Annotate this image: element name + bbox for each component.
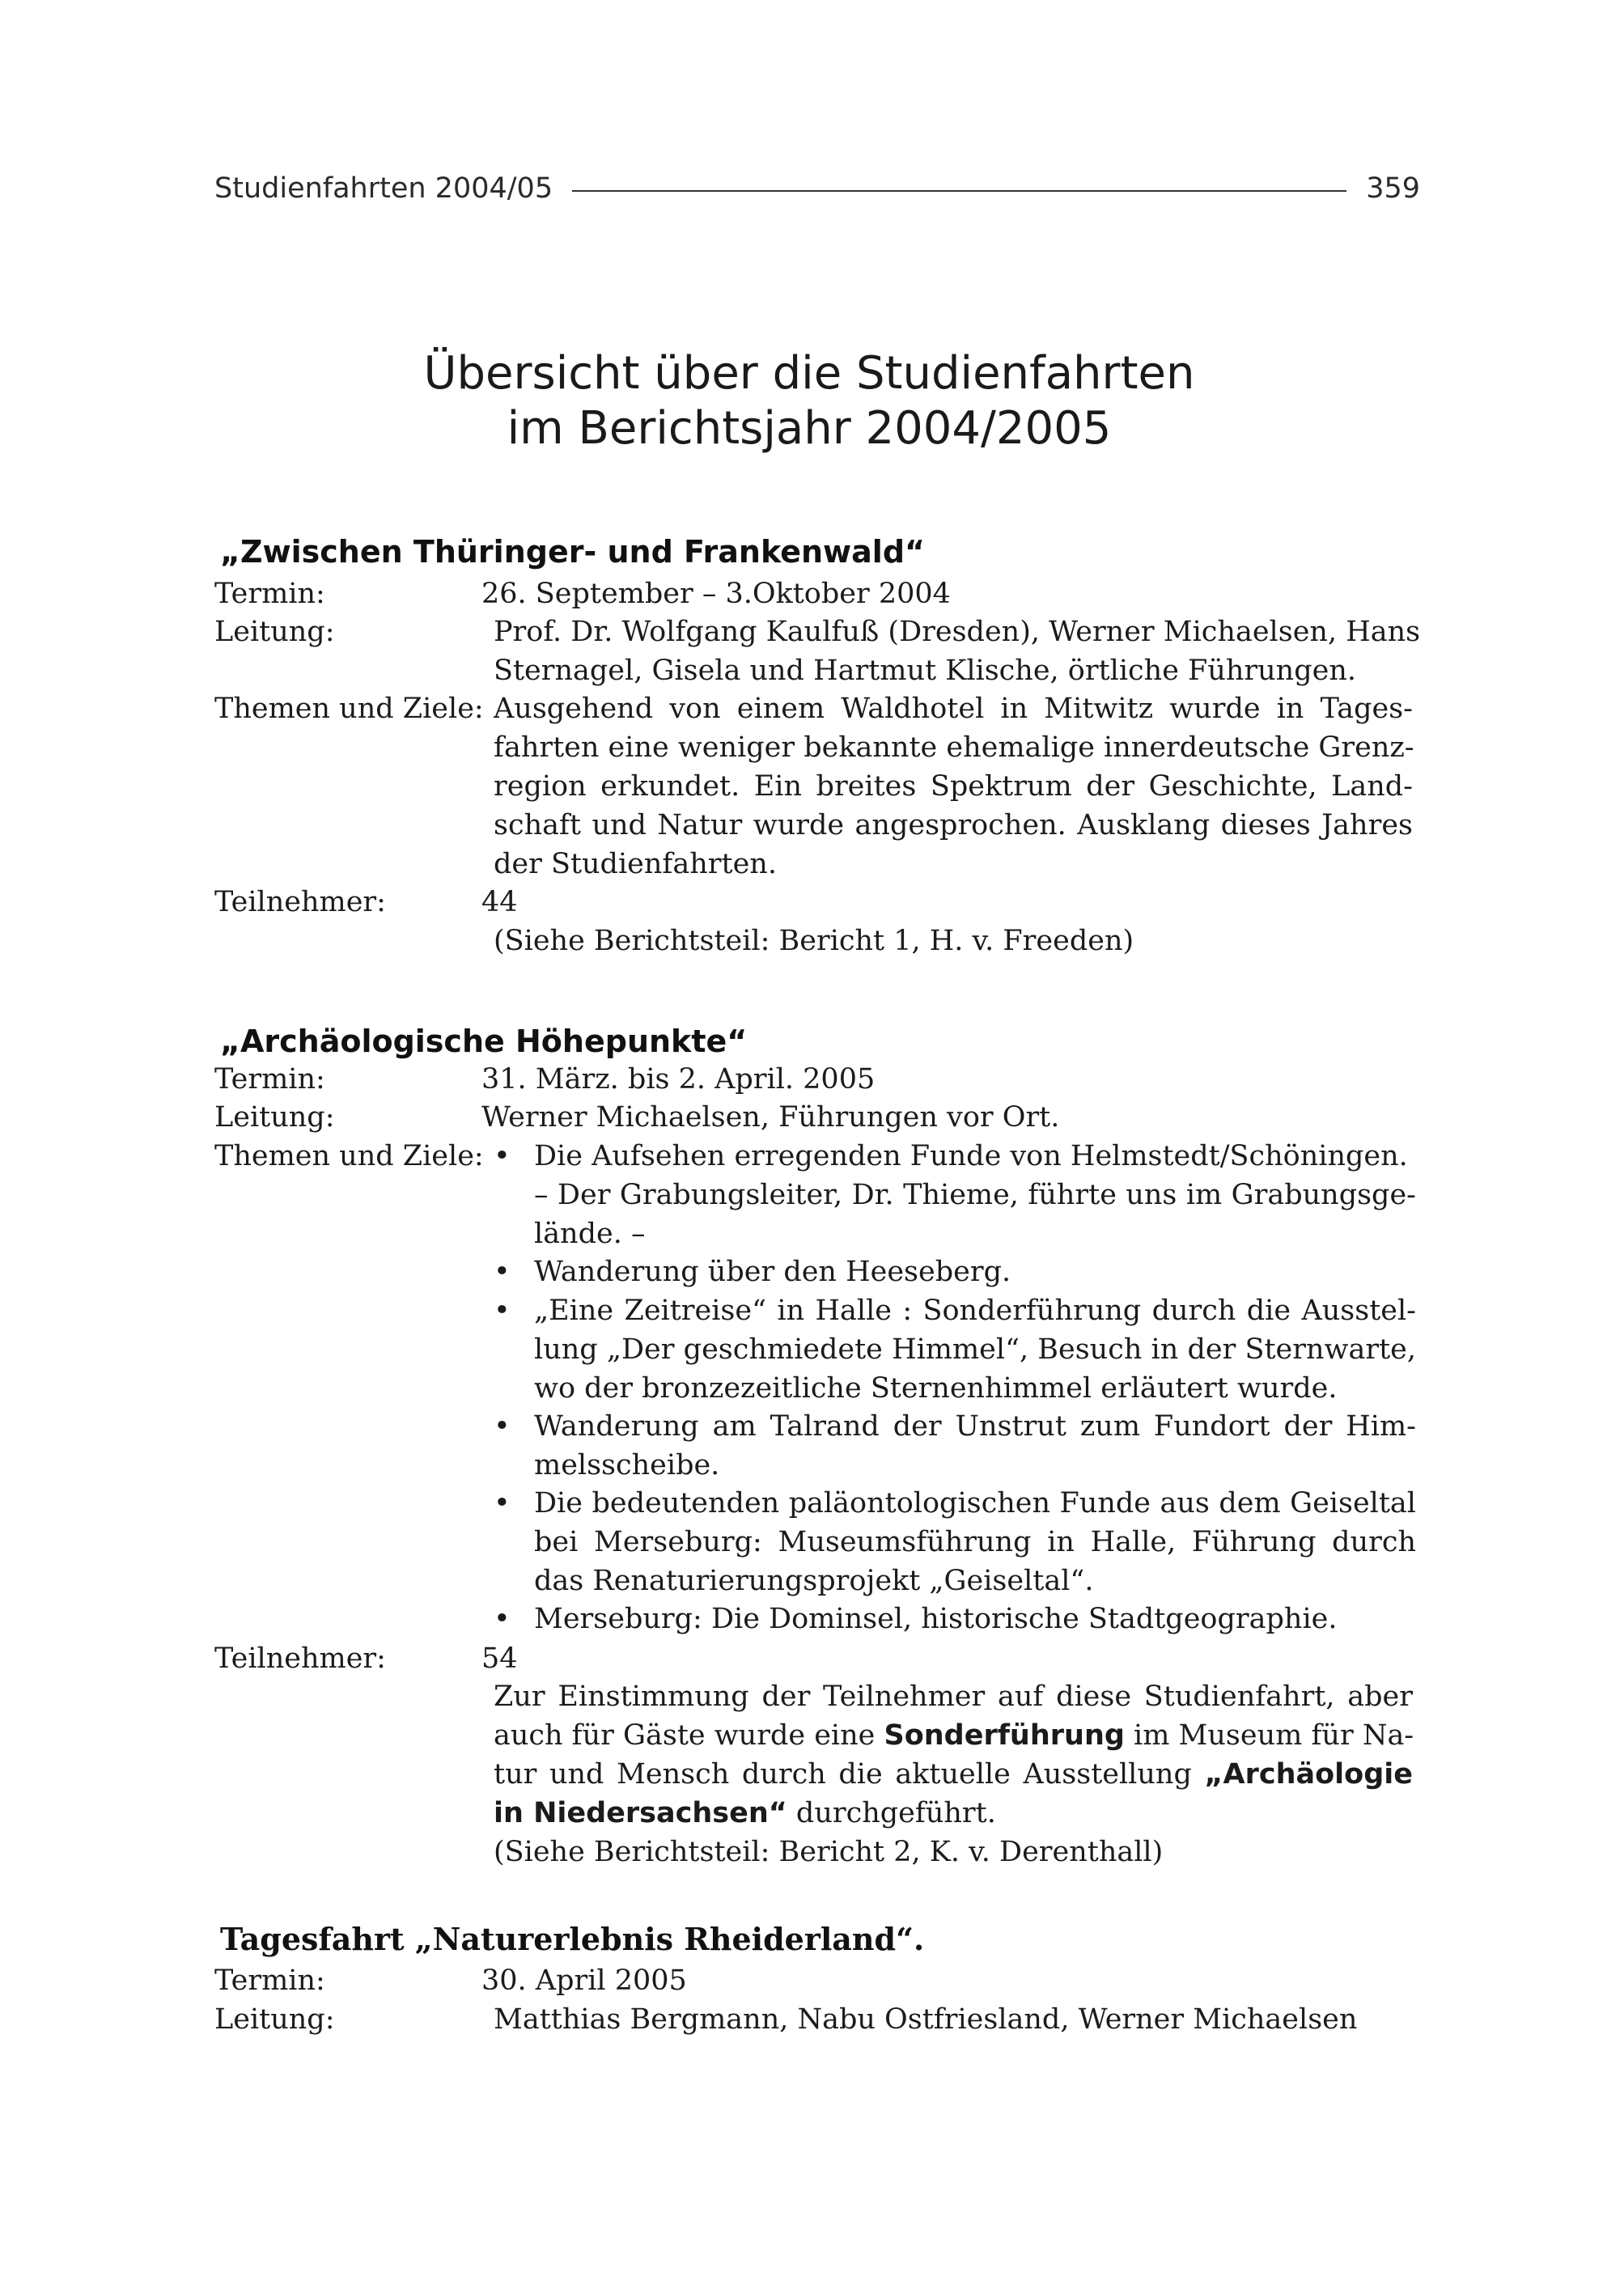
text-line: Sternagel, Gisela und Hartmut Klische, örtliche Führungen. — [494, 655, 1356, 687]
bold-text: Sonderführung — [884, 1719, 1125, 1752]
page-title-line-2: im Berichtsjahr 2004/2005 — [507, 402, 1112, 455]
termin-label: Termin: — [214, 1063, 325, 1096]
text-line: lände. – — [534, 1218, 646, 1250]
text-run: durchgeführt. — [787, 1797, 996, 1829]
page-number: 359 — [1366, 172, 1420, 205]
text-line: das Renaturierungsprojekt „Geiseltal“. — [534, 1565, 1094, 1597]
text-line: Wanderung am Talrand der Unstrut zum Fundort der Him- — [534, 1410, 1416, 1443]
leitung-label: Leitung: — [214, 2003, 335, 2036]
text-line: wo der bronzezeitliche Sternenhimmel erläutert wurde. — [534, 1372, 1338, 1405]
verweis-text: (Siehe Berichtsteil: Bericht 1, H. v. Freeden) — [494, 925, 1134, 957]
text-line: der Studienfahrten. — [494, 848, 777, 880]
text-line: melsscheibe. — [534, 1449, 720, 1481]
text-line: Die bedeutenden paläontologischen Funde aus dem Geiseltal — [534, 1487, 1416, 1519]
section-1-leitung-text — [494, 612, 1421, 690]
bullet-icon: • — [494, 1603, 511, 1635]
text-line — [494, 1755, 1413, 1794]
verweis-text: (Siehe Berichtsteil: Bericht 2, K. v. Derenthall) — [494, 1836, 1164, 1868]
text-run: tur und Mensch durch die aktuelle Ausstellung — [494, 1758, 1205, 1791]
section-1-title: „Zwischen Thüringer- und Frankenwald“ — [220, 534, 925, 570]
termin-label: Termin: — [214, 578, 325, 610]
bullet-icon: • — [494, 1487, 511, 1519]
section-1-themen-text — [494, 689, 1413, 884]
teilnehmer-value: 44 — [481, 886, 518, 918]
section-2-description — [494, 1677, 1413, 1871]
text-line: Zur Einstimmung der Teilnehmer auf diese Studienfahrt, aber — [494, 1681, 1413, 1713]
running-head — [214, 168, 1420, 209]
page-title-line-1: Übersicht über die Studienfahrten — [423, 347, 1195, 400]
section-1-verweis — [494, 922, 1413, 960]
text-line: Wanderung über den Heeseberg. — [534, 1256, 1011, 1288]
teilnehmer-label: Teilnehmer: — [214, 886, 386, 918]
text-line: lung „Der geschmiedete Himmel“, Besuch in der Sternwarte, — [534, 1333, 1416, 1366]
text-line: – Der Grabungsleiter, Dr. Thieme, führte uns im Grabungsge- — [534, 1179, 1416, 1211]
teilnehmer-label: Teilnehmer: — [214, 1642, 386, 1675]
text-line: Prof. Dr. Wolfgang Kaulfuß (Dresden), Werner Michaelsen, Hans — [494, 616, 1421, 648]
header-rule — [572, 190, 1346, 192]
leitung-label: Leitung: — [214, 1101, 335, 1134]
bold-text: „Archäologie — [1204, 1758, 1413, 1791]
text-line: schaft und Natur wurde angesprochen. Ausklang dieses Jahres — [494, 809, 1413, 841]
themen-label: Themen und Ziele: — [214, 693, 484, 725]
bullet-icon: • — [494, 1140, 511, 1172]
text-line: Merseburg: Die Dominsel, historische Stadtgeographie. — [534, 1603, 1338, 1635]
text-line: „Eine Zeitreise“ in Halle : Sonderführung durch die Ausstel- — [534, 1295, 1416, 1327]
page-title — [243, 346, 1376, 456]
text-run: auch für Gäste wurde eine — [494, 1719, 884, 1752]
section-2-title: „Archäologische Höhepunkte“ — [220, 1024, 748, 1059]
bold-text: in Niedersachsen“ — [494, 1797, 787, 1829]
running-head-title: Studienfahrten 2004/05 — [214, 172, 553, 205]
termin-value: 26. September – 3.Oktober 2004 — [481, 578, 951, 610]
text-line: Ausgehend von einem Waldhotel in Mitwitz wurde in Tages- — [494, 693, 1413, 725]
text-line — [494, 1716, 1413, 1755]
section-3-title: Tagesfahrt „Naturerlebnis Rheiderland“. — [220, 1921, 925, 1957]
leitung-label: Leitung: — [214, 616, 335, 648]
bullet-icon: • — [494, 1410, 511, 1443]
termin-value: 30. April 2005 — [481, 1965, 687, 1997]
text-line: region erkundet. Ein breites Spektrum der Geschichte, Land- — [494, 770, 1413, 803]
bullet-icon: • — [494, 1295, 511, 1327]
termin-value: 31. März. bis 2. April. 2005 — [481, 1063, 876, 1096]
text-line — [494, 1794, 1413, 1833]
section-3-leitung-text — [494, 2000, 1413, 2039]
text-line: fahrten eine weniger bekannte ehemalige innerdeutsche Grenz- — [494, 731, 1414, 764]
text-line: Die Aufsehen erregenden Funde von Helmstedt/Schöningen. — [534, 1140, 1408, 1172]
leitung-value: Werner Michaelsen, Führungen vor Ort. — [481, 1101, 1060, 1134]
termin-label: Termin: — [214, 1965, 325, 1997]
leitung-value: Matthias Bergmann, Nabu Ostfriesland, Werner Michaelsen — [494, 2003, 1358, 2036]
text-line: bei Merseburg: Museumsführung in Halle, Führung durch — [534, 1526, 1416, 1558]
teilnehmer-value: 54 — [481, 1642, 518, 1675]
text-run: im Museum für Na- — [1124, 1719, 1414, 1752]
themen-label: Themen und Ziele: — [214, 1140, 484, 1172]
bullet-icon: • — [494, 1256, 511, 1288]
